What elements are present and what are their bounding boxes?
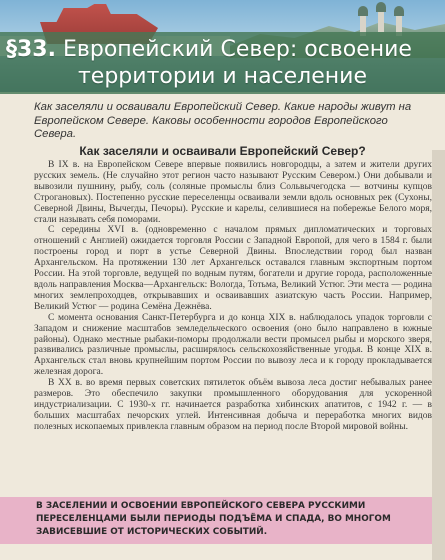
- body-text: [34, 160, 432, 460]
- key-idea-text: В ЗАСЕЛЕНИИ И ОСВОЕНИИ ЕВРОПЕЙСКОГО СЕВЕРА РУССКИМИ ПЕРЕСЕЛЕНЦАМИ БЫЛИ ПЕРИОДЫ ПОДЪЁМА И СПАДА, ВО МНОГОМ ЗАВИСЕВШИЕ ОТ ИСТОРИЧЕСКИХ СОБЫТИЙ.: [36, 501, 391, 538]
- chapter-number: §33.: [6, 37, 56, 62]
- chapter-title-text1: Европейский Север: освоение: [62, 37, 412, 62]
- chapter-title-line1: [0, 36, 445, 63]
- paragraph: С момента основания Санкт-Петербурга и до конца XIX в. наблюдалось упадок торговли с Западом и снижение масштабов земледельческого освоения (оно было направлено в южные районы). Однако местные рыбаки-поморы продолжали вести промысел рыбы и морского зверя, развивались различные промыслы, расширялось сельскохозяйственные угодья. В конце XIX в. Архангельск стал вновь крупнейшим портом России по вывозу леса и к городу прокладывается железная дорога.: [34, 312, 432, 378]
- section-heading: Как заселяли и осваивали Европейский Север?: [79, 144, 366, 158]
- intro-questions: Как заселяли и осваивали Европейский Север. Какие народы живут на Европейском Севере. Каковы особенности городов Европейского Севера.: [34, 101, 412, 140]
- chapter-title-line2: территории и население: [77, 64, 367, 89]
- page-edge: [432, 150, 445, 560]
- chapter-title: [0, 36, 445, 90]
- monastery-tower: [378, 10, 384, 32]
- paragraph: В XX в. во время первых советских пятилеток объём вывоза леса достиг небывалых ранее размеров. Это обеспечило закупки промышленного оборудования для ускоренной индустриализации. С 1930-х гг. начинается разработка хибинских апатитов, с 1942 г. — в больших масштабах печорских углей. Интенсивная добыча и переработка многих видов полезных ископаемых привлекла главным образом на период после Второй мировой войны.: [34, 378, 432, 432]
- paragraph: В IX в. на Европейском Севере впервые появились новгородцы, а затем и жители других русских земель. (Не случайно этот регион часто называют Русским Севером.) Они добывали и вывозили пушнину, рыбу, соль (соляные промыслы близ Сольвычегодска — вотчины купцов Строгановых). Постепенно русские переселенцы осваивали земли вдоль основных рек (Сухоны, Северной Двины, Вычегды, Печоры). Русские и карелы, селившиеся на побережье Белого моря, стали называть себя поморами.: [34, 160, 432, 225]
- paragraph: С середины XVI в. (одновременно с началом прямых дипломатических и торговых отношений с Англией) ожидается торговля России с Западной Европой, для чего в 1584 г. были построены город и порт в устье Северной Двины. Впоследствии город был назван Архангельском. На протяжении 130 лет Архангельск оставался главным экспортным портом России. На этой торговле, ведущей по водным путям, богатели и другие города, расположенные вдоль направления Москва—Архангельск: Вологда, Тотьма, Великий Устюг. Эти места — родина многих землепроходцев, открывавших и осваивавших азиатскую часть России. Например, Великий Устюг — родина Семёна Дежнёва.: [34, 225, 432, 312]
